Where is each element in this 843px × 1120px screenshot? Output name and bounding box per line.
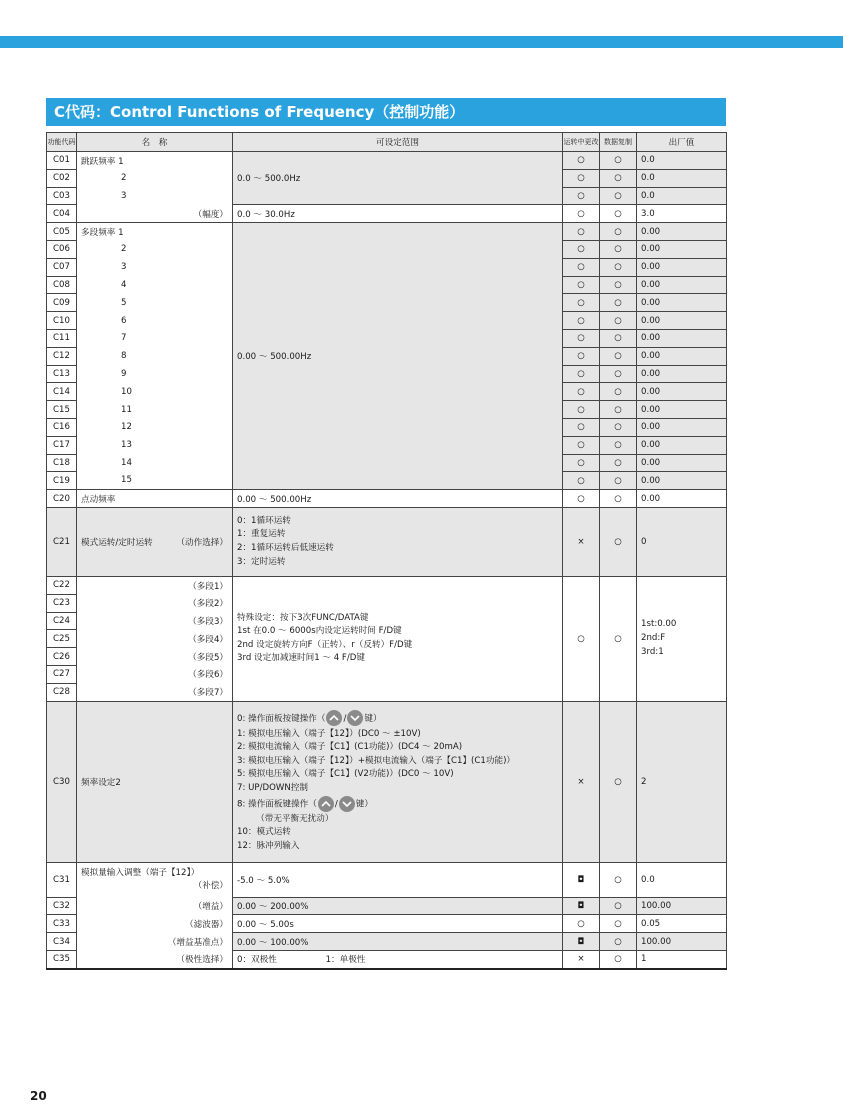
row-change: ○ [563,418,600,436]
down-arrow-button-icon [339,796,355,812]
stage-line: 2nd 设定旋转方向F（正转）、r（反转）F/D键 [237,639,413,650]
row-change: ○ [563,347,600,365]
row-code: C19 [47,472,77,490]
row-factory: 0.00 [637,490,727,508]
row-range [233,507,563,576]
row-copy: ○ [600,312,637,330]
row-name: 5 [77,294,233,312]
row-range: 0.00 ～ 500.00Hz [233,490,563,508]
row-name: （增益） [77,897,233,915]
row-change: ◘ [563,933,600,951]
row-name: 4 [77,276,233,294]
table-row [47,576,727,594]
row-name: （滤波器） [77,915,233,933]
option-line: 1: 模拟电压输入（端子【12】）(DC0 ～ ±10V) [237,728,421,739]
polarity-option: 1：单极性 [325,955,366,966]
row-name: 2 [77,169,233,187]
row-factory: 0.00 [637,240,727,258]
row-name [77,507,233,576]
row-code: C30 [47,701,77,862]
row-copy: ○ [600,897,637,915]
row-factory: 0.00 [637,436,727,454]
row-name: 6 [77,312,233,330]
option-line: （带无平衡无扰动） [237,813,334,824]
header-name: 名 称 [77,133,233,152]
row-code: C15 [47,401,77,419]
row-copy: ○ [600,418,637,436]
row-factory: 0.00 [637,365,727,383]
row-name: （多段7） [77,683,233,701]
row-name: （多段2） [77,594,233,612]
row-code: C08 [47,276,77,294]
row-change: ○ [563,312,600,330]
row-range: 0.00 ～ 200.00% [233,897,563,915]
row-change: ◘ [563,897,600,915]
option-line: 8: 操作面板键操作（ / 键） [237,796,558,813]
row-change: × [563,507,600,576]
table-row [47,490,727,508]
row-change: ○ [563,915,600,933]
factory-line: 2nd:F [641,632,666,643]
row-change: ○ [563,169,600,187]
row-factory [637,576,727,701]
row-name: （多段5） [77,648,233,666]
row-code: C03 [47,187,77,205]
option-line: 0：1循环运转 [237,515,291,526]
table-row [47,933,727,951]
row-copy: ○ [600,347,637,365]
row-range: 0.00 ～ 100.00% [233,933,563,951]
row-name: 11 [77,401,233,419]
row-factory: 100.00 [637,933,727,951]
row-code: C31 [47,862,77,897]
option-line: 2：1循环运转后低速运转 [237,542,334,553]
row-name: （多段4） [77,630,233,648]
row-copy: ○ [600,576,637,701]
table-row [47,223,727,241]
row-copy: ○ [600,187,637,205]
row-name: 3 [77,258,233,276]
row-code: C11 [47,329,77,347]
table-row [47,205,727,223]
row-factory: 3.0 [637,205,727,223]
stage-line: 3rd 设定加减速时间1 ～ 4 F/D键 [237,653,365,664]
row-code: C24 [47,612,77,630]
down-arrow-button-icon [347,710,363,726]
row-code: C27 [47,665,77,683]
row-name: （多段3） [77,612,233,630]
factory-line: 1st:0.00 [641,619,677,630]
option-line-tail: 键） [364,713,382,724]
section-title: C代码：Control Functions of Frequency（控制功能） [46,98,726,126]
row-copy: ○ [600,436,637,454]
option-line: 5: 模拟电压输入（端子【C1】(V2功能)）(DC0 ～ 10V) [237,769,454,780]
stage-line: 1st 在0.0 ～ 6000s内设定运转时间 F/D键 [237,626,402,637]
row-change: ○ [563,223,600,241]
row-copy: ○ [600,169,637,187]
option-line: 1：重复运转 [237,529,286,540]
row-range [233,950,563,968]
row-name: （多段1） [77,576,233,594]
row-factory: 0.00 [637,258,727,276]
row-code: C26 [47,648,77,666]
row-name [77,862,233,897]
row-factory: 0.00 [637,401,727,419]
row-range: 0.0 ～ 30.0Hz [233,205,563,223]
row-name: 多段频率 1 [77,223,233,241]
header-code: 功能代码 [47,133,77,152]
row-change: ○ [563,294,600,312]
row-name-main: 模式运转/定时运转 [81,537,153,548]
row-change: × [563,950,600,968]
row-change: ○ [563,205,600,223]
row-code: C04 [47,205,77,223]
row-copy: ○ [600,401,637,419]
row-name-sub: （补偿） [193,880,228,891]
option-line: 0: 操作面板按键操作（ / 键） [237,710,558,728]
option-line: 2: 模拟电流输入（端子【C1】(C1功能)）(DC4 ～ 20mA) [237,742,463,753]
row-name: 10 [77,383,233,401]
row-factory: 0.00 [637,418,727,436]
row-copy: ○ [600,507,637,576]
row-code: C02 [47,169,77,187]
row-factory: 0.00 [637,454,727,472]
row-copy: ○ [600,240,637,258]
row-copy: ○ [600,862,637,897]
table-row [47,862,727,897]
row-copy: ○ [600,454,637,472]
row-code: C28 [47,683,77,701]
row-code: C09 [47,294,77,312]
row-factory: 0.0 [637,169,727,187]
row-code: C32 [47,897,77,915]
row-copy: ○ [600,276,637,294]
row-name: 2 [77,240,233,258]
row-change: ○ [563,258,600,276]
row-name-sub: （动作选择） [176,537,228,548]
row-factory: 0.00 [637,329,727,347]
row-factory: 0.00 [637,347,727,365]
row-code: C33 [47,915,77,933]
row-factory: 0 [637,507,727,576]
row-name: 点动频率 [77,490,233,508]
row-factory: 0.0 [637,152,727,170]
option-line: 7: UP/DOWN控制 [237,783,308,794]
row-change: ○ [563,401,600,419]
row-code: C22 [47,576,77,594]
row-code: C23 [47,594,77,612]
option-line: 12：脉冲列输入 [237,840,300,851]
row-copy: ○ [600,294,637,312]
stage-line: 特殊设定：按下3次FUNC/DATA键 [237,612,369,623]
row-range [233,701,563,862]
row-code: C01 [47,152,77,170]
row-code: C17 [47,436,77,454]
row-change: ○ [563,329,600,347]
page-number: 20 [30,1089,47,1103]
row-factory: 0.00 [637,383,727,401]
row-change: ○ [563,490,600,508]
option-line-tail: 键） [355,799,373,810]
row-factory: 2 [637,701,727,862]
row-code: C25 [47,630,77,648]
row-factory: 0.00 [637,276,727,294]
table-row [47,507,727,576]
row-copy: ○ [600,258,637,276]
row-change: ○ [563,152,600,170]
row-name: （极性选择） [77,950,233,968]
row-change: ○ [563,576,600,701]
row-copy: ○ [600,365,637,383]
table-row [47,152,727,170]
row-code: C21 [47,507,77,576]
row-change: ○ [563,365,600,383]
row-factory: 100.00 [637,897,727,915]
row-name: 7 [77,329,233,347]
row-change: ○ [563,454,600,472]
row-name: 跳跃频率 1 [77,152,233,170]
row-code: C16 [47,418,77,436]
row-copy: ○ [600,950,637,968]
table-row [47,897,727,915]
row-code: C10 [47,312,77,330]
top-accent-bar [0,36,843,48]
row-copy: ○ [600,383,637,401]
row-code: C12 [47,347,77,365]
table-row [47,915,727,933]
polarity-option: 0：双极性 [237,955,277,966]
row-name: 15 [77,472,233,490]
row-copy: ○ [600,205,637,223]
header-runtime-change: 运转中更改 [563,133,600,152]
row-name: 9 [77,365,233,383]
row-code: C07 [47,258,77,276]
row-name: 8 [77,347,233,365]
row-code: C20 [47,490,77,508]
row-range: 0.0 ～ 500.0Hz [233,152,563,205]
row-copy: ○ [600,472,637,490]
row-range: 0.00 ～ 5.00s [233,915,563,933]
header-range: 可设定范围 [233,133,563,152]
row-range: -5.0 ～ 5.0% [233,862,563,897]
row-change: ◘ [563,862,600,897]
row-factory: 0.00 [637,294,727,312]
option-line-lead: 0: 操作面板按键操作（ [237,713,326,724]
option-line: 3: 模拟电压输入（端子【12】）+模拟电流输入（端子【C1】(C1功能)） [237,755,516,766]
row-code: C05 [47,223,77,241]
row-name: 频率设定2 [77,701,233,862]
up-arrow-button-icon [318,796,334,812]
row-copy: ○ [600,329,637,347]
row-name: 14 [77,454,233,472]
table-header-row [47,133,727,152]
row-change: ○ [563,187,600,205]
row-copy: ○ [600,152,637,170]
option-line: 3：定时运转 [237,556,286,567]
row-code: C34 [47,933,77,951]
row-copy: ○ [600,490,637,508]
up-arrow-button-icon [326,710,342,726]
row-name: （多段6） [77,665,233,683]
row-factory: 0.00 [637,312,727,330]
row-name-main: 模拟量输入调整（端子【12】） [81,867,200,878]
row-copy: ○ [600,223,637,241]
row-change: ○ [563,240,600,258]
row-name: 13 [77,436,233,454]
option-line: 10：模式运转 [237,827,291,838]
row-name: 12 [77,418,233,436]
row-range: 0.00 ～ 500.00Hz [233,223,563,490]
row-name: 3 [77,187,233,205]
option-line-lead: 8: 操作面板键操作（ [237,799,317,810]
header-factory: 出厂值 [637,133,727,152]
row-code: C14 [47,383,77,401]
table-row [47,950,727,968]
row-range [233,576,563,701]
row-factory: 0.00 [637,223,727,241]
table-row [47,701,727,862]
header-data-copy: 数据复制 [600,133,637,152]
row-copy: ○ [600,933,637,951]
row-copy: ○ [600,701,637,862]
row-copy: ○ [600,915,637,933]
row-change: × [563,701,600,862]
factory-line: 3rd:1 [641,646,664,657]
row-change: ○ [563,436,600,454]
row-factory: 0.05 [637,915,727,933]
row-change: ○ [563,472,600,490]
row-code: C06 [47,240,77,258]
row-code: C13 [47,365,77,383]
parameter-table [46,132,727,970]
row-code: C18 [47,454,77,472]
row-factory: 0.0 [637,862,727,897]
row-name: （增益基准点） [77,933,233,951]
row-code: C35 [47,950,77,968]
row-factory: 0.00 [637,472,727,490]
row-name: （幅度） [77,205,233,223]
row-factory: 1 [637,950,727,968]
row-change: ○ [563,276,600,294]
row-change: ○ [563,383,600,401]
row-factory: 0.0 [637,187,727,205]
